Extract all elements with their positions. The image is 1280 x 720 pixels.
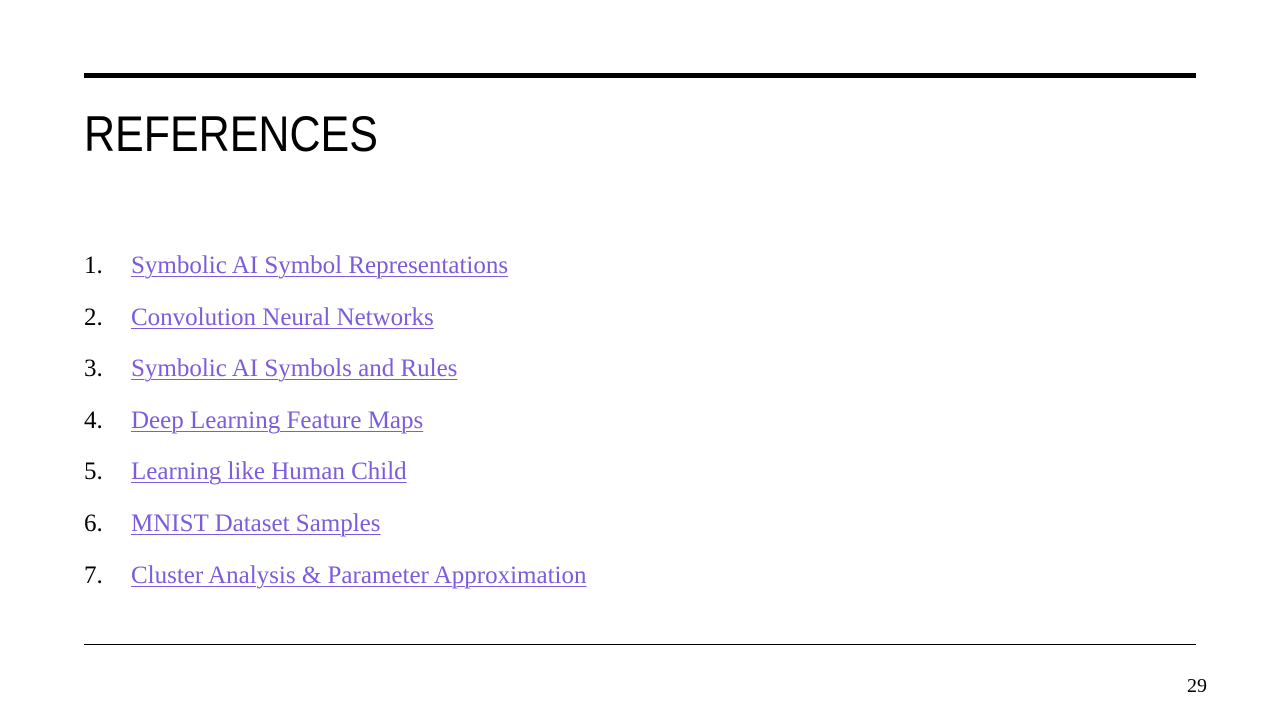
reference-item xyxy=(84,300,587,352)
reference-number: 5. xyxy=(84,458,103,486)
reference-number: 3. xyxy=(84,355,103,383)
page-number: 29 xyxy=(1187,675,1207,697)
reference-link-deep-learning-feature-maps[interactable]: Deep Learning Feature Maps xyxy=(131,406,424,434)
reference-link-cluster-analysis-parameter-approximation[interactable]: Cluster Analysis & Parameter Approximation xyxy=(131,561,587,589)
reference-number: 2. xyxy=(84,303,103,331)
reference-number: 4. xyxy=(84,406,103,434)
reference-item xyxy=(84,403,587,455)
reference-number: 7. xyxy=(84,561,103,589)
reference-link-learning-like-human-child[interactable]: Learning like Human Child xyxy=(131,458,407,486)
reference-link-symbolic-ai-symbols-and-rules[interactable]: Symbolic AI Symbols and Rules xyxy=(131,355,458,383)
bottom-divider xyxy=(84,644,1196,645)
reference-item xyxy=(84,351,587,403)
reference-number: 1. xyxy=(84,252,103,279)
reference-list xyxy=(84,248,587,609)
reference-link-convolution-neural-networks[interactable]: Convolution Neural Networks xyxy=(131,303,434,331)
reference-item xyxy=(84,248,587,300)
slide-title: REFERENCES xyxy=(84,106,378,162)
reference-link-mnist-dataset-samples[interactable]: MNIST Dataset Samples xyxy=(131,509,381,537)
top-divider xyxy=(84,73,1196,78)
reference-item xyxy=(84,558,587,610)
reference-item xyxy=(84,454,587,506)
reference-item xyxy=(84,506,587,558)
reference-number: 6. xyxy=(84,509,103,537)
reference-link-symbolic-ai-symbol-representations[interactable]: Symbolic AI Symbol Representations xyxy=(131,252,509,279)
